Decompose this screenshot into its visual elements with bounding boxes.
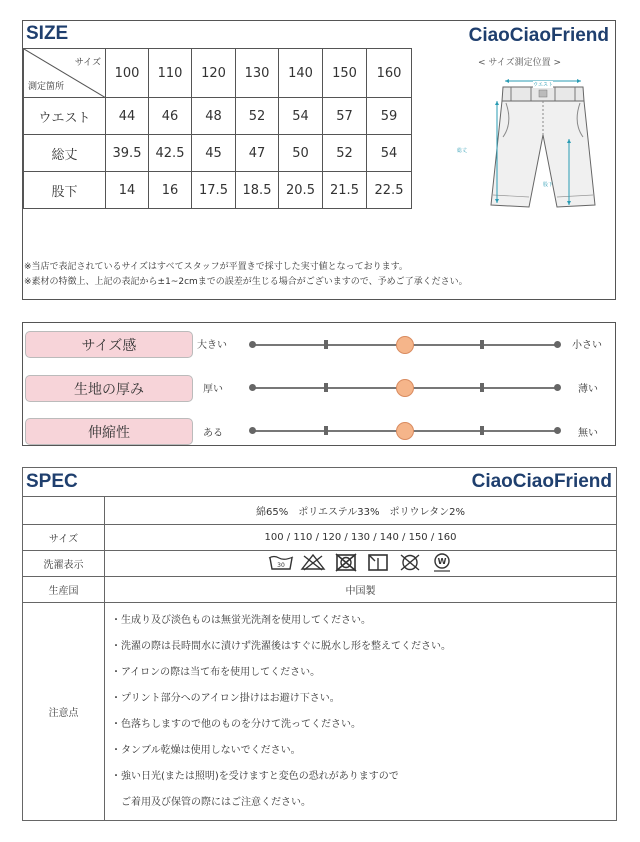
spec-brand: CiaoCiaoFriend <box>471 471 612 492</box>
feel-right-label: 薄い <box>578 384 598 395</box>
feel-left-label: 厚い <box>203 384 223 395</box>
size-brand: CiaoCiaoFriend <box>468 25 609 46</box>
row-label: 股下 <box>24 172 106 209</box>
size-header-cell: 140 <box>279 49 323 98</box>
size-row-inseam <box>24 172 412 209</box>
track-tick <box>324 426 328 435</box>
size-panel <box>22 20 616 300</box>
spec-table <box>22 467 617 821</box>
size-corner-cell <box>24 49 106 98</box>
size-cell: 42.5 <box>149 135 192 172</box>
spec-country-key: 生産国 <box>23 577 105 603</box>
spec-country-row <box>23 577 617 603</box>
feel-level-knob <box>396 379 414 397</box>
size-cell: 14 <box>106 172 149 209</box>
size-cell: 57 <box>323 98 367 135</box>
feel-right-label: 小さい <box>572 340 602 351</box>
diagram-caption: < サイズ測定位置 > <box>478 58 562 68</box>
size-header-cell: 110 <box>149 49 192 98</box>
spec-country-value: 中国製 <box>105 577 617 603</box>
spec-header-cell <box>23 468 617 497</box>
care-item: ・色落ちしますので他のものを分けて洗ってください。 <box>111 718 361 730</box>
size-cell: 21.5 <box>323 172 367 209</box>
size-cell: 48 <box>192 98 236 135</box>
spec-section-title: SPEC <box>26 471 78 492</box>
shorts-diagram <box>453 73 613 223</box>
wash-30-icon <box>269 557 293 570</box>
size-cell: 20.5 <box>279 172 323 209</box>
size-cell: 52 <box>236 98 279 135</box>
no-bleach-icon <box>302 555 324 570</box>
row-label: 総丈 <box>24 135 106 172</box>
feel-left-label: ある <box>203 428 223 439</box>
size-cell: 50 <box>279 135 323 172</box>
size-cell: 17.5 <box>192 172 236 209</box>
track-end-dot <box>554 341 561 348</box>
wash-icons <box>266 552 456 572</box>
size-cell: 39.5 <box>106 135 149 172</box>
no-dry-clean-icon <box>401 555 419 570</box>
care-item: ・タンブル乾燥は使用しないでください。 <box>111 744 301 756</box>
track-tick <box>480 426 484 435</box>
diagram-length-label: 総丈 <box>457 148 468 154</box>
care-item: ・強い日光(または照明)を受けますと変色の恐れがありますので <box>111 770 399 782</box>
spec-material-value: 綿65% ポリエステル33% ポリウレタン2% <box>105 497 617 525</box>
size-section-title: SIZE <box>26 23 69 44</box>
spec-size-value: 100 / 110 / 120 / 130 / 140 / 150 / 160 <box>105 525 617 551</box>
size-cell: 54 <box>367 135 412 172</box>
svg-text:W: W <box>437 557 446 566</box>
track-tick <box>480 383 484 392</box>
track-end-dot <box>249 341 256 348</box>
track-end-dot <box>554 384 561 391</box>
spec-header-row <box>23 468 617 497</box>
corner-top-label: サイズ <box>74 58 101 68</box>
track-end-dot <box>249 384 256 391</box>
track-end-dot <box>554 427 561 434</box>
no-tumble-dry-icon <box>336 554 356 571</box>
corner-bottom-label: 測定箇所 <box>28 82 65 92</box>
size-cell: 54 <box>279 98 323 135</box>
size-header-row <box>24 49 412 98</box>
size-header-cell: 160 <box>367 49 412 98</box>
size-header-cell: 120 <box>192 49 236 98</box>
size-cell: 46 <box>149 98 192 135</box>
care-item: ・生成り及び淡色ものは無蛍光洗剤を使用してください。 <box>111 614 371 626</box>
size-header-cell: 100 <box>106 49 149 98</box>
spec-size-key: サイズ <box>23 525 105 551</box>
size-table <box>23 48 412 209</box>
line-dry-shade-icon <box>369 555 387 570</box>
track-tick <box>480 340 484 349</box>
svg-text:30: 30 <box>276 562 285 569</box>
spec-wash-key: 洗濯表示 <box>23 551 105 577</box>
spec-care-list <box>105 603 617 821</box>
spec-material-key <box>23 497 105 525</box>
care-item: ・アイロンの際は当て布を使用してください。 <box>111 666 321 678</box>
spec-care-key: 注意点 <box>23 603 105 821</box>
care-item: ご着用及び保管の際にはご注意ください。 <box>111 796 311 808</box>
wet-clean-icon <box>434 554 450 571</box>
size-cell: 52 <box>323 135 367 172</box>
spec-material-row <box>23 497 617 525</box>
track-end-dot <box>249 427 256 434</box>
feel-level-knob <box>396 336 414 354</box>
feel-label: サイズ感 <box>25 331 193 358</box>
size-cell: 16 <box>149 172 192 209</box>
size-row-waist <box>24 98 412 135</box>
track-tick <box>324 383 328 392</box>
feel-level-knob <box>396 422 414 440</box>
care-item: ・洗濯の際は長時間水に漬けず洗濯後はすぐに脱水し形を整えてください。 <box>111 640 451 652</box>
size-cell: 59 <box>367 98 412 135</box>
track-tick <box>324 340 328 349</box>
size-header-cell: 130 <box>236 49 279 98</box>
size-cell: 44 <box>106 98 149 135</box>
feel-label: 伸縮性 <box>25 418 193 445</box>
care-item: ・プリント部分へのアイロン掛けはお避け下さい。 <box>111 692 340 704</box>
feel-right-label: 無い <box>578 428 598 439</box>
size-cell: 47 <box>236 135 279 172</box>
feel-label: 生地の厚み <box>25 375 193 402</box>
diagram-inseam-label: 股下 <box>543 182 554 188</box>
spec-size-row <box>23 525 617 551</box>
size-row-length <box>24 135 412 172</box>
size-cell: 18.5 <box>236 172 279 209</box>
diagram-waist-label: ウエスト <box>533 82 554 88</box>
spec-wash-row <box>23 551 617 577</box>
spec-care-row <box>23 603 617 821</box>
size-cell: 45 <box>192 135 236 172</box>
size-cell: 22.5 <box>367 172 412 209</box>
size-note-1: ※当店で表記されているサイズはすべてスタッフが平置きで採寸した実寸値となっております。 <box>24 262 408 272</box>
size-note-2: ※素材の特徴上、上記の表記から±1~2cmまでの誤差が生じる場合がございますので、予めご了承ください。 <box>24 277 468 287</box>
size-header-cell: 150 <box>323 49 367 98</box>
spec-wash-icons <box>105 551 617 577</box>
feel-left-label: 大きい <box>197 340 227 351</box>
row-label: ウエスト <box>24 98 106 135</box>
